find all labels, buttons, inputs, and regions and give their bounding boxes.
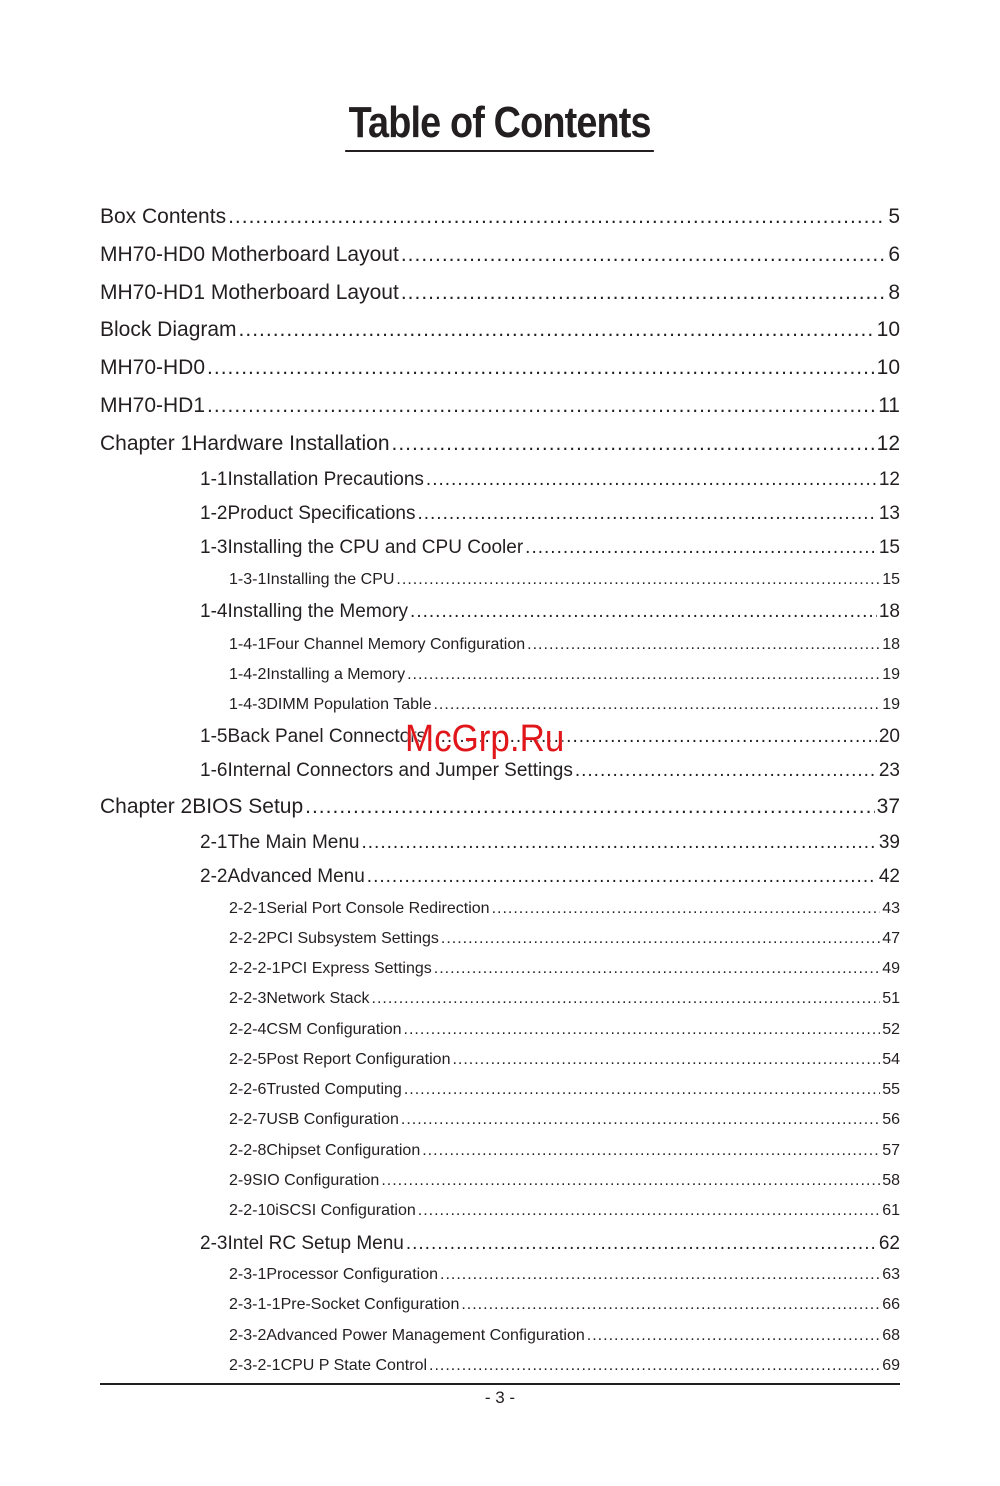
toc-entry[interactable] [229, 636, 900, 654]
toc-entry[interactable] [229, 1296, 900, 1314]
toc-entry-label: PCI Subsystem Settings [266, 930, 439, 947]
toc-entry-label: Advanced Power Management Configuration [266, 1327, 585, 1344]
toc-entry-label: Product Specifications [227, 503, 416, 524]
toc-entry-label: Installing the CPU and CPU Cooler [227, 537, 524, 558]
toc-entry-label: Hardware Installation [192, 432, 390, 455]
toc-entry-number: 1-5 [200, 726, 228, 747]
toc-entry-page: 5 [888, 205, 900, 228]
toc-entry-page: 10 [876, 318, 900, 341]
toc-leader-dots [452, 1051, 880, 1069]
toc-entry-label: Serial Port Console Redirection [266, 900, 490, 917]
toc-entry-page: 20 [878, 726, 900, 747]
toc-entry-page: 13 [878, 503, 900, 524]
toc-leader-dots [525, 537, 877, 559]
toc-entry-number: 2-9 [229, 1172, 253, 1189]
toc-leader-dots [426, 469, 877, 491]
toc-entry-page: 10 [876, 356, 900, 379]
toc-entry-number: 2-1 [200, 832, 228, 853]
toc-entry[interactable] [100, 394, 900, 418]
toc-leader-dots [401, 1111, 880, 1129]
footer-divider [100, 1383, 900, 1385]
toc-entry-label: MH70-HD0 [100, 356, 206, 379]
toc-leader-dots [401, 281, 887, 305]
toc-entry-page: 58 [882, 1172, 900, 1189]
toc-entry-page: 8 [888, 281, 900, 304]
toc-entry-page: 54 [882, 1051, 900, 1068]
toc-entry-page: 11 [878, 394, 900, 417]
toc-leader-dots [361, 832, 876, 854]
page-number: - 3 - [484, 1388, 516, 1407]
toc-leader-dots [417, 503, 876, 525]
toc-entry[interactable] [229, 1142, 900, 1160]
toc-entry-page: 62 [878, 1233, 900, 1254]
toc-entry[interactable] [229, 900, 900, 918]
toc-entry-page: 55 [882, 1081, 900, 1098]
toc-entry[interactable] [100, 243, 900, 267]
toc-leader-dots [434, 960, 880, 978]
toc-leader-dots [527, 636, 880, 654]
toc-entry-number: Chapter 1 [100, 432, 193, 455]
toc-entry-label: The Main Menu [227, 832, 360, 853]
toc-entry[interactable] [100, 318, 900, 342]
toc-entry-page: 66 [882, 1296, 900, 1313]
toc-entry-number: 2-2-7 [229, 1111, 267, 1128]
toc-entry-page: 23 [878, 760, 900, 781]
toc-entry-page: 18 [878, 601, 900, 622]
toc-entry-label: Intel RC Setup Menu [227, 1233, 404, 1254]
toc-entry-page: 18 [882, 636, 900, 653]
toc-entry-label: Internal Connectors and Jumper Settings [227, 760, 573, 781]
toc-entry[interactable] [229, 1266, 900, 1284]
toc-entry-label: Pre-Socket Configuration [280, 1296, 460, 1313]
toc-entry-page: 57 [882, 1142, 900, 1159]
toc-entry-number: 2-2-3 [229, 990, 267, 1007]
toc-leader-dots [587, 1327, 880, 1345]
toc-entry-label: CPU P State Control [280, 1357, 428, 1374]
toc-entry-label: DIMM Population Table [266, 696, 432, 713]
toc-entry[interactable] [100, 205, 900, 229]
toc-entry-page: 12 [878, 469, 900, 490]
toc-entry[interactable] [200, 1233, 900, 1255]
toc-leader-dots [433, 696, 880, 714]
toc-entry-number: 2-2-2 [229, 930, 267, 947]
toc-entry-number: 2-3-1 [229, 1266, 267, 1283]
toc-entry-label: MH70-HD1 [100, 394, 206, 417]
toc-entry-label: Trusted Computing [266, 1081, 402, 1098]
toc-entry-number: 1-4-3 [229, 696, 267, 713]
toc-entry-number: 1-6 [200, 760, 228, 781]
toc-entry-page: 6 [888, 243, 900, 266]
toc-entry-label: Installing a Memory [266, 666, 406, 683]
toc-entry-page: 39 [878, 832, 900, 853]
toc-entry-page: 61 [882, 1202, 900, 1219]
toc-entry-number: 2-2-4 [229, 1021, 267, 1038]
toc-entry-number: 1-4-1 [229, 636, 267, 653]
toc-entry-label: Advanced Menu [227, 866, 365, 887]
toc-entry-label: Installing the CPU [266, 571, 395, 588]
toc-entry[interactable] [229, 990, 900, 1008]
toc-entry-number: 1-2 [200, 503, 228, 524]
toc-entry-page: 68 [882, 1327, 900, 1344]
toc-entry-page: 56 [882, 1111, 900, 1128]
toc-entry[interactable] [200, 832, 900, 854]
toc-entry-number: 1-1 [200, 469, 228, 490]
toc-entry[interactable] [229, 1357, 900, 1375]
toc-entry[interactable] [229, 666, 900, 684]
toc-entry-label: USB Configuration [266, 1111, 399, 1128]
toc-entry-label: Chipset Configuration [266, 1142, 421, 1159]
toc-entry[interactable] [100, 432, 900, 456]
toc-entry-label: MH70-HD0 Motherboard Layout [100, 243, 399, 266]
toc-leader-dots [207, 394, 876, 418]
toc-leader-dots [418, 1202, 880, 1220]
toc-entry[interactable] [200, 537, 900, 559]
toc-entry[interactable] [229, 1327, 900, 1345]
toc-entry-page: 19 [882, 666, 900, 683]
toc-entry-number: Chapter 2 [100, 795, 193, 818]
toc-entry-label: CSM Configuration [266, 1021, 402, 1038]
toc-entry[interactable] [229, 1051, 900, 1069]
toc-entry-page: 12 [876, 432, 900, 455]
toc-leader-dots [239, 318, 875, 342]
toc-leader-dots [461, 1296, 880, 1314]
toc-leader-dots [440, 1266, 880, 1284]
toc-entry-number: 2-2-1 [229, 900, 267, 917]
toc-leader-dots [305, 795, 875, 819]
toc-entry-label: MH70-HD1 Motherboard Layout [100, 281, 399, 304]
toc-leader-dots [422, 1142, 880, 1160]
toc-entry[interactable] [200, 601, 900, 623]
toc-entry-number: 1-4-2 [229, 666, 267, 683]
toc-leader-dots [381, 1172, 880, 1190]
toc-leader-dots [401, 243, 887, 267]
toc-entry[interactable] [229, 1081, 900, 1099]
toc-entry[interactable] [229, 1021, 900, 1039]
toc-entry[interactable] [229, 696, 900, 714]
toc-leader-dots [407, 666, 880, 684]
toc-entry[interactable] [200, 503, 900, 525]
toc-entry-label: BIOS Setup [192, 795, 304, 818]
toc-leader-dots [575, 760, 877, 782]
toc-entry[interactable] [100, 281, 900, 305]
toc-entry[interactable] [100, 795, 900, 819]
toc-entry-page: 15 [882, 571, 900, 588]
toc-entry-page: 49 [882, 960, 900, 977]
toc-leader-dots [406, 1233, 877, 1255]
toc-entry-number: 1-3-1 [229, 571, 267, 588]
toc-entry-page: 52 [882, 1021, 900, 1038]
toc-entry-page: 42 [878, 866, 900, 887]
toc-entry-number: 2-2-10 [229, 1202, 276, 1219]
toc-leader-dots [410, 601, 877, 623]
toc-leader-dots [228, 205, 886, 229]
toc-leader-dots [392, 432, 875, 456]
toc-entry[interactable] [200, 866, 900, 888]
toc-entry-label: Processor Configuration [266, 1266, 438, 1283]
toc-leader-dots [396, 571, 880, 589]
toc-entry-label: Box Contents [100, 205, 227, 228]
toc-leader-dots [492, 900, 881, 918]
toc-entry-page: 51 [882, 990, 900, 1007]
toc-leader-dots [207, 356, 875, 380]
toc-entry-label: Network Stack [266, 990, 370, 1007]
toc-entry-label: Installation Precautions [227, 469, 424, 490]
toc-entry[interactable] [200, 760, 900, 782]
toc-entry-number: 2-3-2 [229, 1327, 267, 1344]
toc-entry-label: Back Panel Connectors [227, 726, 427, 747]
toc-leader-dots [404, 1081, 880, 1099]
toc-leader-dots [372, 990, 881, 1008]
toc-entry[interactable] [229, 1172, 900, 1190]
toc-entry-label: PCI Express Settings [280, 960, 432, 977]
toc-entry[interactable] [229, 930, 900, 948]
toc-entry-page: 19 [882, 696, 900, 713]
page-title-text: Table of Contents [345, 98, 654, 152]
toc-leader-dots [429, 1357, 880, 1375]
toc-entry-label: Installing the Memory [227, 601, 409, 622]
toc-entry-label: Four Channel Memory Configuration [266, 636, 526, 653]
toc-entry-label: iSCSI Configuration [275, 1202, 416, 1219]
toc-entry-number: 2-2-8 [229, 1142, 267, 1159]
toc-entry-page: 43 [882, 900, 900, 917]
toc-entry-label: SIO Configuration [252, 1172, 380, 1189]
toc-entry-number: 2-3-1-1 [229, 1296, 281, 1313]
toc-leader-dots [367, 866, 877, 888]
toc-entry-number: 2-3 [200, 1233, 228, 1254]
watermark: McGrp.Ru [405, 718, 565, 760]
toc-entry-page: 37 [876, 795, 900, 818]
toc-entry[interactable] [200, 469, 900, 491]
toc-entry-number: 1-4 [200, 601, 228, 622]
toc-entry-number: 2-2-5 [229, 1051, 267, 1068]
toc-entry-page: 15 [878, 537, 900, 558]
toc-entry[interactable] [100, 356, 900, 380]
toc-entry-number: 2-2-6 [229, 1081, 267, 1098]
toc-entry[interactable] [229, 1111, 900, 1129]
toc-entry-label: Post Report Configuration [266, 1051, 451, 1068]
toc-entry-page: 63 [882, 1266, 900, 1283]
toc-entry-number: 2-2 [200, 866, 228, 887]
toc-entry-number: 1-3 [200, 537, 228, 558]
toc-entry-number: 2-3-2-1 [229, 1357, 281, 1374]
toc-entry-number: 2-2-2-1 [229, 960, 281, 977]
toc-entry-page: 69 [882, 1357, 900, 1374]
toc-entry-page: 47 [882, 930, 900, 947]
toc-entry-label: Block Diagram [100, 318, 237, 341]
toc-leader-dots [441, 930, 880, 948]
toc-entry[interactable] [229, 960, 900, 978]
toc-entry[interactable] [229, 1202, 900, 1220]
toc-entry[interactable] [229, 571, 900, 589]
toc-leader-dots [404, 1021, 881, 1039]
